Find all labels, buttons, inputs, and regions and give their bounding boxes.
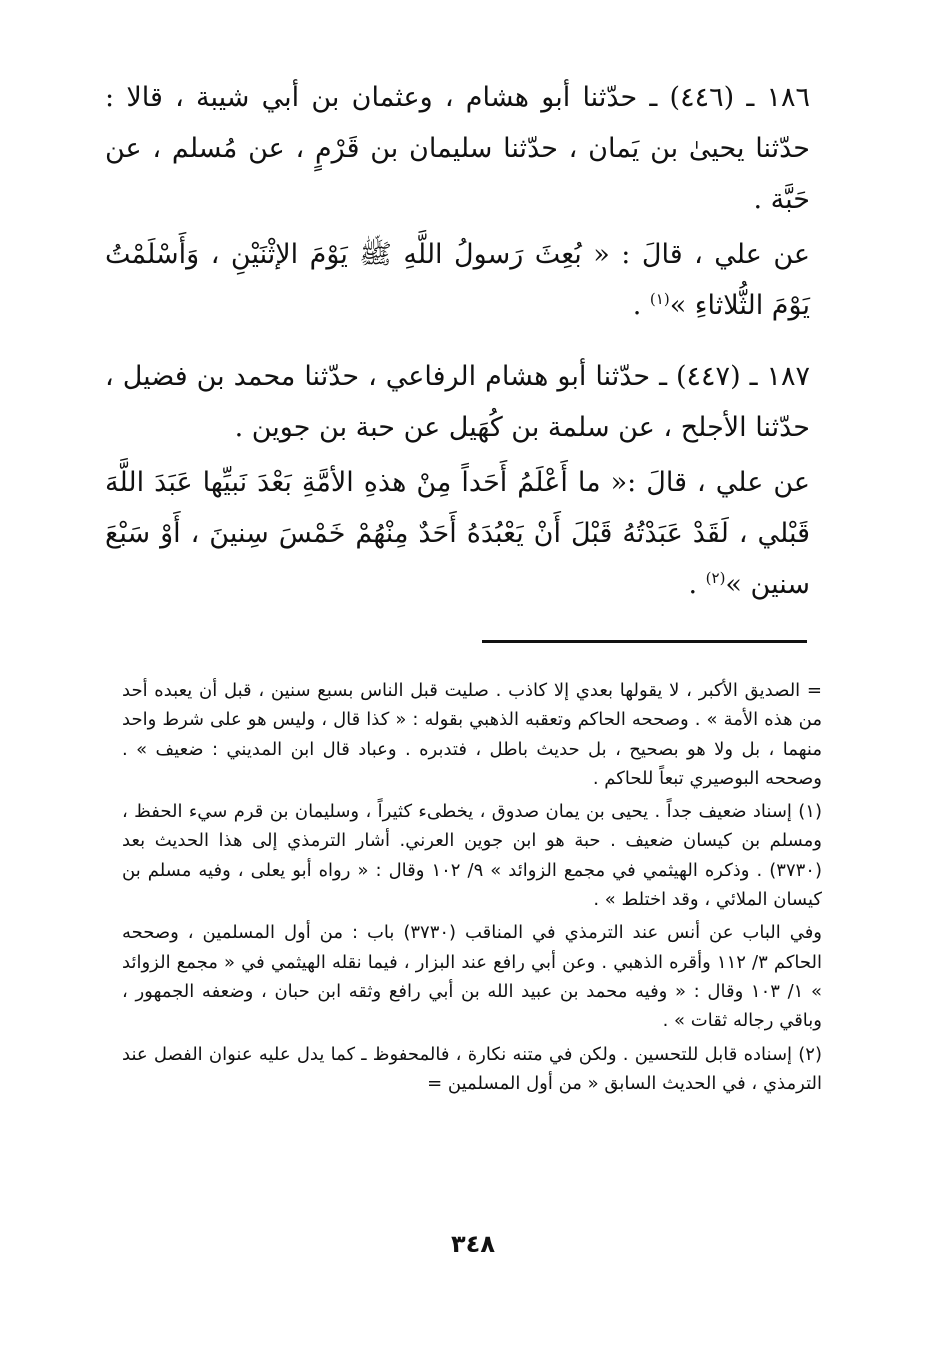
footnote-2: (٢) إسناده قابل للتحسين . ولكن في متنه نكارة ، فالمحفوظ ـ كما يدل عليه عنوان الفصل عند الترمذي ، في الحديث السابق « من أول المسلمين = — [122, 1043, 822, 1094]
footnote-marker-1[interactable]: (١) — [649, 290, 670, 308]
footnote-1-continued: وفي الباب عن أنس عند الترمذي في المناقب (٣٧٣٠) باب : من أول المسلمين ، وصححه الحاكم ٣/ ١١٢ وأقره الذهبي . وعن أبي رافع عند البزار ، فيما نقله الهيثمي في « مجمع الزوائد » ١/ ١٠٣ وقال : « وفيه محمد بن عبيد الله بن أبي رافع وثقه ابن حبان ، وضعفه الجمهور ، وباقي رجاله ثقات » . — [122, 922, 822, 1032]
footnote-separator — [482, 640, 807, 643]
footnote-1: (١) إسناد ضعيف جداً . يحيى بن يمان صدوق ، يخطىء كثيراً ، وسليمان بن قرم سيء الحفظ ، ومسلم بن كيسان ضعيف . حبة هو ابن جوين العرني. أشار الترمذي إلى هذا الحديث بعد (٣٧٣٠) . وذكره الهيثمي في مجمع الزوائد » ٩/ ١٠٢ وقال : « رواه أبو يعلى ، وفيه مسلم بن كيسان الملائي ، وقد اختلط » . — [122, 801, 822, 911]
page-number: ٣٤٨ — [451, 1230, 495, 1258]
footnote-continued: = الصديق الأكبر ، لا يقولها بعدي إلا كاذب . صليت قبل الناس بسبع سنين ، قبل أن يعبده أحد من هذه الأمة » . وصححه الحاكم وتعقبه الذهبي بقوله : « كذا قال ، وليس هو على شرط واحد منهما ، بل ولا هو بصحيح ، بل حديث باطل ، فتدبره . وعباد قال ابن المديني : ضعيف » . وصححه البوصيري تبعاً للحاكم . — [122, 680, 822, 789]
hadith-186-matn-end: . — [632, 290, 650, 321]
hadith-187-isnad: ١٨٧ ـ (٤٤٧) ـ حدّثنا أبو هشام الرفاعي ، حدّثنا محمد بن فضيل ، حدّثنا الأجلح ، عن سلمة بن كُهَيل عن حبة بن جوين . — [105, 361, 811, 443]
hadith-186-isnad: ١٨٦ ـ (٤٤٦) ـ حدّثنا أبو هشام ، وعثمان بن أبي شيبة ، قالا : حدّثنا يحيىٰ بن يَمان ، حدّثنا سليمان بن قَرْمٍ ، عن مُسلم ، عن حَبَّة . — [105, 82, 811, 215]
main-text — [105, 72, 810, 610]
hadith-187-matn-text: عن علي ، قالَ :« ما أَعْلَمُ أَحَداً مِنْ هذهِ الأمَّةِ بَعْدَ نَبيِّها عَبَدَ اللَّهَ قَبْلي ، لَقَدْ عَبَدْتُهُ قَبْلَ أَنْ يَعْبُدَهُ أَحَدٌ مِنْهُمْ خَمْسَ سِنينَ ، أَوْ سَبْعَ سنين » — [105, 467, 810, 600]
hadith-187-matn — [105, 457, 810, 610]
footnote-marker-2[interactable]: (٢) — [705, 569, 726, 587]
footnotes — [122, 676, 822, 1098]
hadith-186-matn — [105, 229, 810, 331]
hadith-187-matn-end: . — [688, 569, 706, 600]
hadith-186-matn-text: عن علي ، قالَ : « بُعِثَ رَسولُ اللَّهِ ﷺ يَوْمَ الإثْنَيْنِ ، وَأَسْلَمْتُ يَوْمَ الثُّلاثاءِ » — [105, 239, 810, 321]
